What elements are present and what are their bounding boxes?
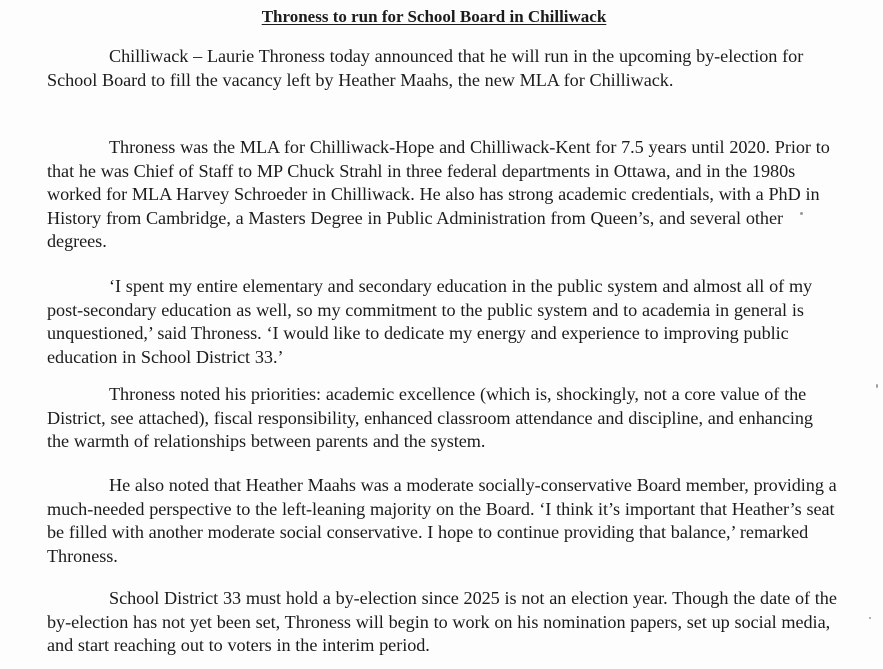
page-title: Throness to run for School Board in Chilliwack	[261, 7, 607, 26]
paragraph-priorities: Throness noted his priorities: academic excellence (which is, shockingly, not a core value of the District, see attached), fiscal responsibility, enhanced classroom attendance and discipline, and enhancing the warmth of relationships between parents and the system.	[47, 384, 813, 451]
scan-speck	[876, 384, 878, 388]
paragraph-board-balance: He also noted that Heather Maahs was a moderate socially-conservative Board member, providing a much-needed perspective to the left-leaning majority on the Board. ‘I think it’s important that Heather’s seat be filled with another moderate social conservative. I hope to continue providing that balance,’ remarked Throness.	[47, 475, 837, 566]
paragraph-by-election: School District 33 must hold a by-election since 2025 is not an election year. Though the date of the by-election has not yet been set, Throness will begin to work on his nomination papers, set up social media, and start reaching out to voters in the interim period.	[47, 588, 837, 655]
scan-speck	[800, 212, 803, 215]
scan-speck	[869, 617, 871, 619]
paragraph-quote-education: ‘I spent my entire elementary and secondary education in the public system and almost all of my post-secondary education as well, so my commitment to the public system and to academia in general is unquestioned,’ said Throness. ‘I would like to dedicate my energy and experience to improving public education in School District 33.’	[47, 276, 813, 367]
paragraph-background: Throness was the MLA for Chilliwack-Hope and Chilliwack-Kent for 7.5 years until 2020. Prior to that he was Chief of Staff to MP Chuck Strahl in three federal departments in Ottawa, and in the 1980s worked for MLA Harvey Schroeder in Chilliwack. He also has strong academic credentials, with a PhD in History from Cambridge, a Masters Degree in Public Administration from Queen’s, and several other degrees.	[47, 137, 830, 251]
paragraph-announcement: Chilliwack – Laurie Throness today announced that he will run in the upcoming by-election for School Board to fill the vacancy left by Heather Maahs, the new MLA for Chilliwack.	[47, 46, 804, 90]
